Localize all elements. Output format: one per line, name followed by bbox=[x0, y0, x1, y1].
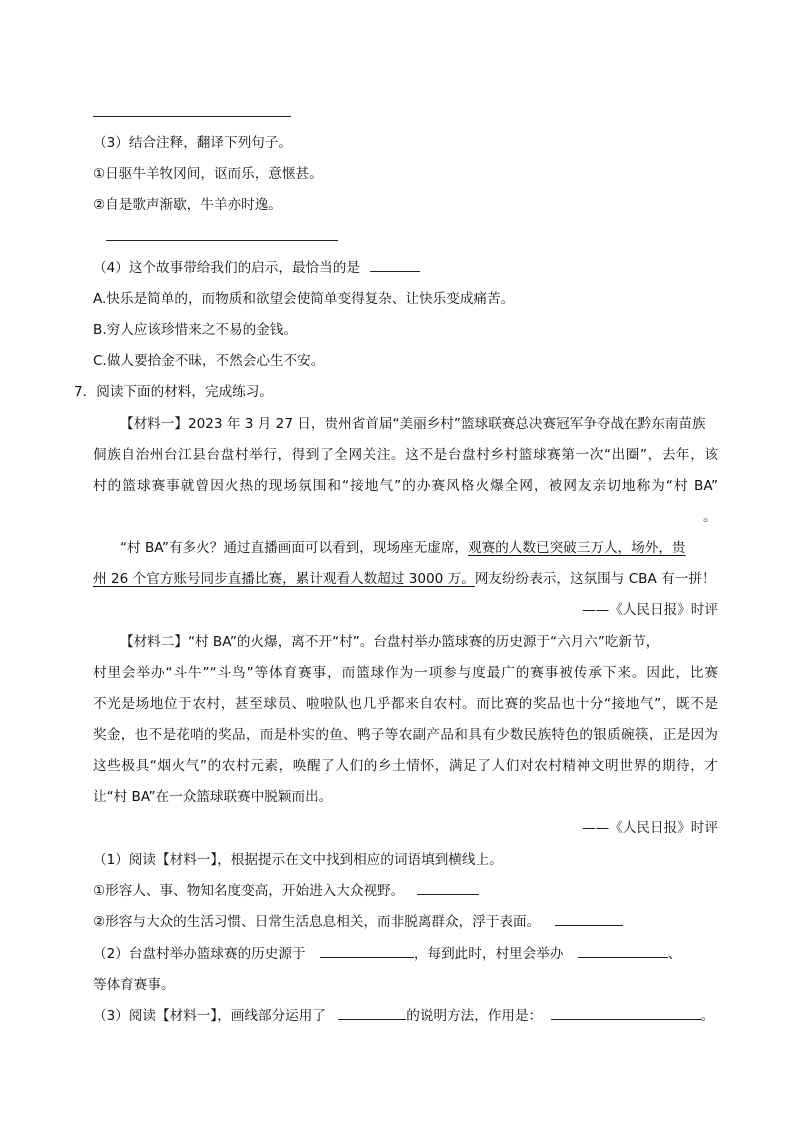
prompt-text: （3）阅读【材料一】，画线部分运用了 bbox=[93, 1008, 326, 1024]
sub-question-1: （1）阅读【材料一】，根据提示在文中找到相应的词语填到横线上。 bbox=[93, 852, 503, 868]
material-2-line: 让“村 BA”在一众篮球联赛中脱颖而出。 bbox=[93, 789, 333, 805]
material-2-line: 这些极具“烟火气”的农村元素，唤醒了人们的乡土情怀，满足了人们对农村精神文明世界的期待，才 bbox=[93, 758, 718, 774]
q4-label bbox=[93, 259, 420, 277]
prompt-text: ①形容人、事、物知名度变高，开始进入大众视野。 bbox=[93, 883, 405, 899]
underlined-text: 观赛的人数已突破三万人，场外，贵 bbox=[468, 540, 686, 556]
answer-blank[interactable] bbox=[370, 259, 420, 272]
option-b: B.穷人应该珍惜来之不易的金钱。 bbox=[93, 322, 297, 338]
prompt-text: 的说明方法，作用是： bbox=[406, 1008, 543, 1024]
source-citation-1: ——《人民日报》时评 bbox=[582, 602, 718, 618]
answer-line[interactable] bbox=[106, 240, 338, 241]
answer-blank[interactable] bbox=[551, 1007, 701, 1020]
material-1-line: 村的篮球赛事就曾因火热的现场氛围和“接地气”的办赛风格火爆全网，被网友亲切地称为“村 BA” bbox=[93, 478, 718, 494]
answer-blank[interactable] bbox=[555, 913, 623, 926]
material-2-line: 不光是场地位于农村，甚至球员、啦啦队也几乎都来自农村。而比赛的奖品也十分“接地气”，既不是 bbox=[93, 696, 718, 712]
q4-label-text: （4）这个故事带给我们的启示，最恰当的是 bbox=[93, 260, 360, 276]
answer-blank[interactable] bbox=[320, 945, 414, 958]
answer-blank[interactable] bbox=[578, 945, 668, 958]
underlined-text: 州 26 个官方账号同步直播比赛，累计观看人数超过 3000 万。 bbox=[93, 571, 475, 587]
answer-blank[interactable] bbox=[417, 882, 479, 895]
material-2-line: 村里会举办“斗牛”“斗鸟”等体育赛事，而篮球作为一项参与度最广的赛事被传承下来。因此，比赛 bbox=[93, 665, 718, 681]
prompt-text: ②形容与大众的生活习惯、日常生活息息相关，而非脱离群众，浮于表面。 bbox=[93, 914, 541, 930]
option-c: C.做人要拾金不昧，不然会心生不安。 bbox=[93, 353, 325, 369]
material-1-line: 【材料一】2023 年 3 月 27 日，贵州省首届“美丽乡村”篮球联赛总决赛冠军争夺战在黔东南苗族 bbox=[120, 416, 706, 432]
material-2-line: 【材料二】“村 BA”的火爆，离不开“村”。台盘村举办篮球赛的历史源于“六月六”吃新节， bbox=[120, 634, 660, 650]
prompt-text: 。 bbox=[700, 1008, 715, 1024]
material-1-paragraph-2 bbox=[120, 539, 686, 557]
source-citation-2: ——《人民日报》时评 bbox=[582, 820, 718, 836]
sub-question-3 bbox=[93, 1007, 714, 1025]
answer-blank[interactable] bbox=[338, 1007, 406, 1020]
prompt-text: （2）台盘村举办篮球赛的历史源于 bbox=[93, 946, 306, 962]
plain-text: 网友纷纷表示，这氛围与 CBA 有一拼！ bbox=[474, 571, 716, 587]
prompt-text: ，每到此时，村里会举办 bbox=[413, 946, 564, 962]
plain-text: “村 BA”有多火？通过直播画面可以看到，现场座无虚席， bbox=[120, 540, 469, 556]
material-2-line: 奖金，也不是花哨的奖品，而是朴实的鱼、鸭子等农副产品和具有少数民族特色的银质碗筷，正是因为 bbox=[93, 727, 718, 743]
option-a: A.快乐是简单的，而物质和欲望会使简单变得复杂、让快乐变成痛苦。 bbox=[93, 291, 515, 307]
sub-question-2-cont: 等体育赛事。 bbox=[93, 977, 175, 993]
prompt-text: 、 bbox=[667, 946, 682, 962]
sub-question-1a bbox=[93, 882, 479, 900]
material-1-paragraph-2 bbox=[93, 570, 716, 588]
question-7-title: 7．阅读下面的材料，完成练习。 bbox=[74, 384, 273, 400]
material-1-line: 。 bbox=[703, 509, 717, 525]
q3-sentence-1: ①日驱牛羊牧冈间，讴而乐，意惬甚。 bbox=[93, 166, 323, 182]
sub-question-1b bbox=[93, 913, 623, 931]
q3-sentence-2: ②自是歌声渐歇，牛羊亦时逸。 bbox=[93, 197, 282, 213]
material-1-line: 侗族自治州台江县台盘村举行，得到了全网关注。这不是台盘村乡村篮球赛第一次“出圈”，去年，该 bbox=[93, 447, 718, 463]
q3-label: （3）结合注释，翻译下列句子。 bbox=[93, 135, 292, 151]
answer-line[interactable] bbox=[93, 116, 291, 117]
sub-question-2 bbox=[93, 945, 681, 963]
